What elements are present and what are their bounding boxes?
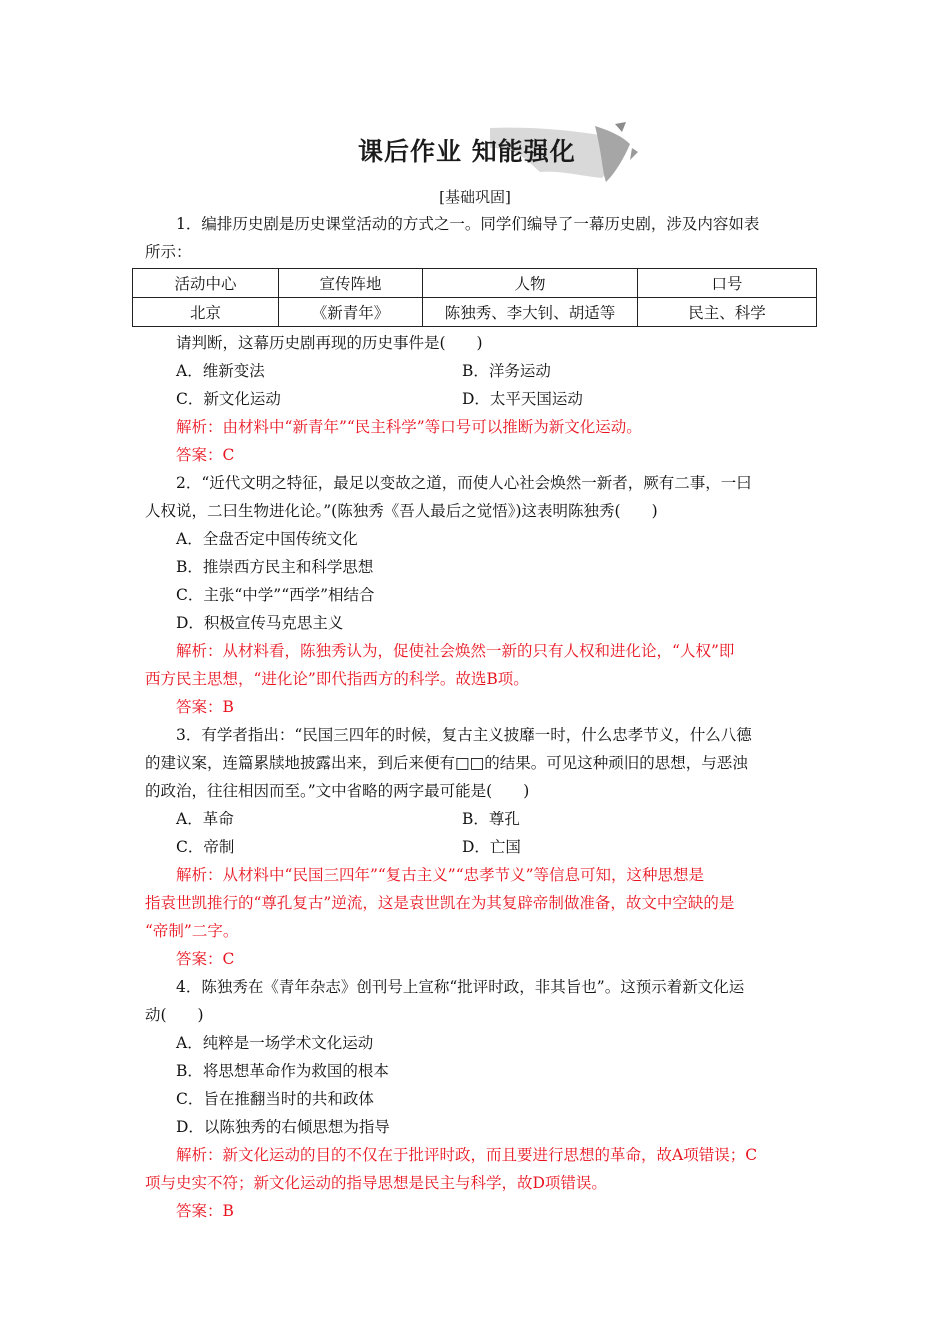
option-c: C．主张“中学”“西学”相结合 bbox=[176, 586, 375, 604]
q2-answer: 答案：B bbox=[176, 698, 234, 716]
q3-analysis bbox=[145, 861, 817, 889]
q4-stem-line: 动( ) bbox=[145, 1006, 204, 1024]
analysis-text: 从材料看，陈独秀认为，促使社会焕然一新的只有人权和进化论，“人权”即 bbox=[222, 642, 735, 660]
q2-analysis-cont: 西方民主思想，“进化论”即代指西方的科学。故选B项。 bbox=[145, 670, 529, 688]
option-c: C．新文化运动 bbox=[176, 390, 281, 408]
table-cell: 北京 bbox=[133, 298, 279, 327]
table-cell: 民主、科学 bbox=[638, 298, 817, 327]
table-cell: 《新青年》 bbox=[279, 298, 423, 327]
title-banner bbox=[340, 118, 640, 184]
analysis-label: 解析： bbox=[176, 642, 223, 660]
option-b: B．尊孔 bbox=[462, 810, 520, 828]
q3-analysis-cont: 指袁世凯推行的“尊孔复古”逆流，这是袁世凯在为其复辟帝制做准备，故文中空缺的是 bbox=[145, 894, 735, 912]
analysis-label: 解析： bbox=[176, 866, 223, 884]
q1-info-table bbox=[132, 268, 817, 327]
q2-stem-line: 2．“近代文明之特征，最足以变故之道，而使人心社会焕然一新者，厥有二事，一曰 bbox=[176, 474, 752, 492]
option-b: B．洋务运动 bbox=[462, 362, 551, 380]
q1-options-row bbox=[145, 385, 817, 413]
option-a: A．革命 bbox=[176, 810, 234, 828]
table-header-cell: 人物 bbox=[423, 269, 638, 298]
q1-options-row bbox=[145, 357, 817, 385]
analysis-label: 解析： bbox=[176, 1146, 223, 1164]
q4-analysis-cont: 项与史实不符；新文化运动的指导思想是民主与科学，故D项错误。 bbox=[145, 1174, 607, 1192]
q1-analysis bbox=[145, 413, 817, 441]
q2-stem-line: 人权说，二曰生物进化论。”(陈独秀《吾人最后之觉悟》)这表明陈独秀( ) bbox=[145, 502, 658, 520]
q1-answer: 答案：C bbox=[176, 446, 235, 464]
option-c: C．帝制 bbox=[176, 838, 235, 856]
q2-analysis bbox=[145, 637, 817, 665]
option-a: A．全盘否定中国传统文化 bbox=[176, 530, 358, 548]
table-cell: 陈独秀、李大钊、胡适等 bbox=[423, 298, 638, 327]
table-header-cell: 宣传阵地 bbox=[279, 269, 423, 298]
exercise-content bbox=[145, 210, 817, 1225]
option-b: B．将思想革命作为救国的根本 bbox=[176, 1062, 389, 1080]
table-header-cell: 口号 bbox=[638, 269, 817, 298]
q3-analysis-cont: “帝制”二字。 bbox=[145, 922, 239, 940]
q1-stem-line: 1．编排历史剧是历史课堂活动的方式之一。同学们编导了一幕历史剧，涉及内容如表 bbox=[176, 215, 760, 233]
table-header-cell: 活动中心 bbox=[133, 269, 279, 298]
option-c: C．旨在推翻当时的共和政体 bbox=[176, 1090, 374, 1108]
q3-options-row bbox=[145, 833, 817, 861]
q3-stem-line: 3．有学者指出：“民国三四年的时候，复古主义披靡一时，什么忠孝节义，什么八德 bbox=[176, 726, 752, 744]
q3-stem-line: 的政治，往往相因而至。”文中省略的两字最可能是( ) bbox=[145, 782, 530, 800]
table-row bbox=[133, 298, 817, 327]
table-header-row bbox=[133, 269, 817, 298]
page-title: 课后作业 知能强化 bbox=[358, 137, 576, 166]
analysis-text: 新文化运动的目的不仅在于批评时政，而且要进行思想的革命，故A项错误；C bbox=[222, 1146, 758, 1164]
option-a: A．纯粹是一场学术文化运动 bbox=[176, 1034, 374, 1052]
q4-stem-line: 4．陈独秀在《青年杂志》创刊号上宣称“批评时政，非其旨也”。这预示着新文化运 bbox=[176, 978, 745, 996]
option-d: D．亡国 bbox=[462, 838, 521, 856]
section-heading: [基础巩固] bbox=[439, 188, 511, 206]
q4-analysis bbox=[145, 1141, 817, 1169]
option-d: D．以陈独秀的右倾思想为指导 bbox=[176, 1118, 390, 1136]
q1-prompt: 请判断，这幕历史剧再现的历史事件是( ) bbox=[176, 334, 483, 352]
option-b: B．推崇西方民主和科学思想 bbox=[176, 558, 374, 576]
q1-stem-line: 所示： bbox=[145, 243, 192, 261]
option-d: D．太平天国运动 bbox=[462, 390, 583, 408]
analysis-label: 解析： bbox=[176, 418, 223, 436]
q4-answer: 答案：B bbox=[176, 1202, 234, 1220]
q3-stem-line: 的建议案，连篇累牍地披露出来，到后来便有□□的结果。可见这种顽旧的思想，与恶浊 bbox=[145, 754, 748, 772]
option-a: A．维新变法 bbox=[176, 362, 265, 380]
option-d: D．积极宣传马克思主义 bbox=[176, 614, 344, 632]
analysis-text: 由材料中“新青年”“民主科学”等口号可以推断为新文化运动。 bbox=[222, 418, 642, 436]
q3-options-row bbox=[145, 805, 817, 833]
q3-answer: 答案：C bbox=[176, 950, 235, 968]
analysis-text: 从材料中“民国三四年”“复古主义”“忠孝节义”等信息可知，这种思想是 bbox=[222, 866, 705, 884]
